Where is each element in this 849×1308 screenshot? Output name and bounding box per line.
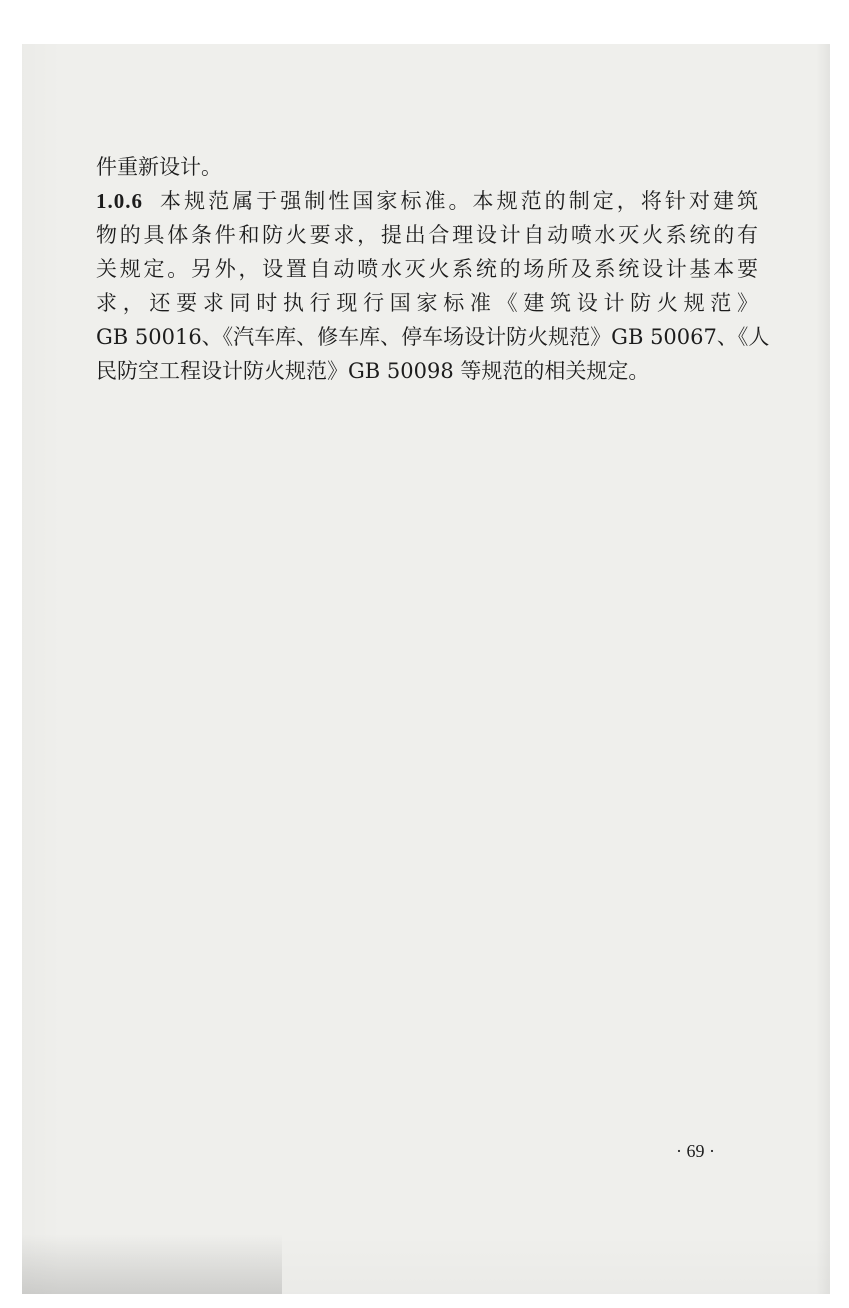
text-line-3: 物的具体条件和防火要求，提出合理设计自动喷水灭火系统的有 bbox=[96, 223, 758, 247]
text-line-4: 关规定。另外，设置自动喷水灭火系统的场所及系统设计基本要 bbox=[96, 257, 758, 281]
page-edge-shadow bbox=[22, 1234, 282, 1294]
text-line-5: 求，还要求同时执行现行国家标准《建筑设计防火规范》 bbox=[96, 291, 758, 315]
text-line-6: GB 50016、《汽车库、修车库、停车场设计防火规范》GB 50067、《人 bbox=[96, 325, 770, 349]
body-text bbox=[96, 150, 770, 388]
text-line-1: 件重新设计。 bbox=[96, 155, 222, 179]
clause-1-0-6-line-1 bbox=[96, 184, 758, 218]
clause-number: 1.0.6 bbox=[96, 189, 143, 213]
text-line-7: 民防空工程设计防火规范》GB 50098 等规范的相关规定。 bbox=[96, 359, 650, 383]
clause-text: 本规范属于强制性国家标准。本规范的制定，将针对建筑 bbox=[157, 189, 758, 213]
page-number: · 69 · bbox=[676, 1141, 715, 1161]
page-right-shade bbox=[816, 44, 830, 1294]
